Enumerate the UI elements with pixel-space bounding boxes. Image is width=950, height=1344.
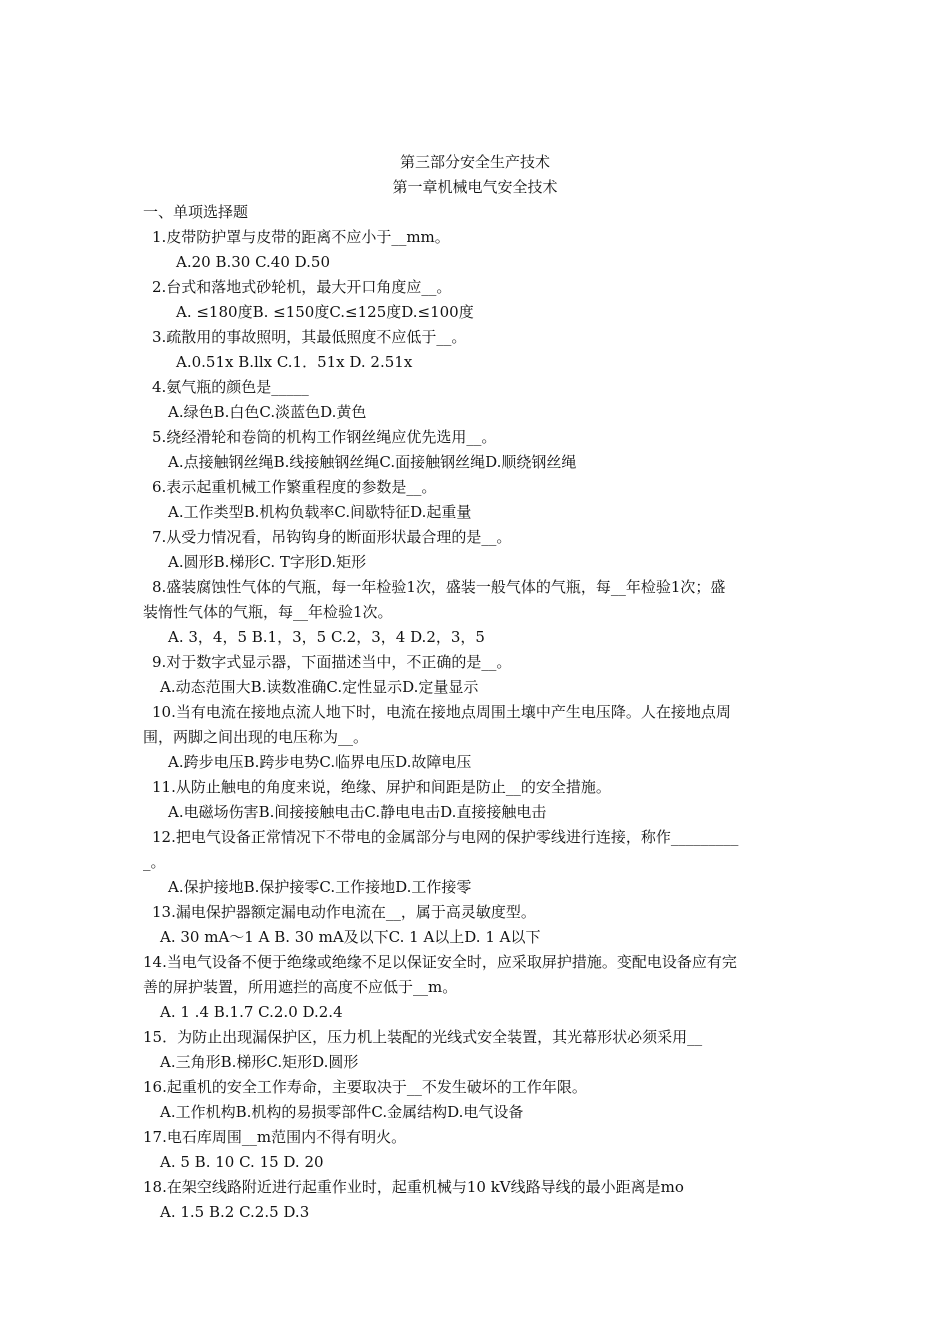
question-10-options: A.跨步电压B.跨步电势C.临界电压D.故障电压	[168, 753, 472, 771]
question-16: 16.起重机的安全工作寿命，主要取决于__不发生破坏的工作年限。	[143, 1078, 587, 1096]
question-3-options: A.0.51x B.llx C.1．51x D. 2.51x	[176, 353, 413, 371]
question-12-line-2: _。	[143, 853, 166, 871]
question-8-line-1: 8.盛装腐蚀性气体的气瓶，每一年检验1次，盛装一般气体的气瓶，每__年检验1次；盛	[152, 578, 726, 596]
question-4: 4.氨气瓶的颜色是_____	[152, 378, 309, 396]
question-18: 18.在架空线路附近进行起重作业时，起重机械与10 kV线路导线的最小距离是mo	[143, 1178, 684, 1196]
question-14-line-2: 善的屏护装置，所用遮拦的高度不应低于__m。	[143, 978, 458, 996]
question-1: 1.皮带防护罩与皮带的距离不应小于__mm。	[152, 228, 450, 246]
question-15: 15．为防止出现漏保护区，压力机上装配的光线式安全装置，其光幕形状必须采用__	[143, 1028, 703, 1046]
document-title: 第三部分安全生产技术	[399, 153, 550, 171]
question-2: 2.台式和落地式砂轮机，最大开口角度应__。	[152, 278, 452, 296]
question-14-options: A. 1 .4 B.1.7 C.2.0 D.2.4	[160, 1003, 343, 1021]
question-3: 3.疏散用的事故照明，其最低照度不应低于__。	[152, 328, 467, 346]
question-5: 5.绕经滑轮和卷筒的机构工作钢丝绳应优先选用__。	[152, 428, 497, 446]
question-9: 9.对于数字式显示器，下面描述当中，不正确的是__。	[152, 653, 512, 671]
question-9-options: A.动态范围大B.读数准确C.定性显示D.定量显示	[160, 678, 479, 696]
chapter-title: 第一章机械电气安全技术	[392, 178, 558, 196]
question-5-options: A.点接触钢丝绳B.线接触钢丝绳C.面接触钢丝绳D.顺绕钢丝绳	[168, 453, 577, 471]
question-16-options: A.工作机构B.机构的易损零部件C.金属结构D.电气设备	[160, 1103, 524, 1121]
question-4-options: A.绿色B.白色C.淡蓝色D.黄色	[168, 403, 367, 421]
question-11-options: A.电磁场伤害B.间接接触电击C.静电电击D.直接接触电击	[168, 803, 547, 821]
question-2-options: A. ≤180度B. ≤150度C.≤125度D.≤100度	[176, 303, 474, 321]
question-18-options: A. 1.5 B.2 C.2.5 D.3	[160, 1203, 310, 1221]
question-8-line-2: 装惰性气体的气瓶，每__年检验1次。	[143, 603, 393, 621]
section-heading: 一、单项选择题	[143, 203, 249, 221]
question-14-line-1: 14.当电气设备不便于绝缘或绝缘不足以保证安全时，应采取屏护措施。变配电设备应有完	[143, 953, 737, 971]
question-12-line-1: 12.把电气设备正常情况下不带电的金属部分与电网的保护零线进行连接，称作_________	[152, 828, 739, 846]
question-6: 6.表示起重机械工作繁重程度的参数是__。	[152, 478, 437, 496]
question-7: 7.从受力情况看，吊钩钩身的断面形状最合理的是__。	[152, 528, 512, 546]
question-13: 13.漏电保护器额定漏电动作电流在__，属于高灵敏度型。	[152, 903, 536, 921]
question-8-options: A. 3，4，5 B.1，3，5 C.2，3，4 D.2，3，5	[168, 628, 485, 646]
question-1-options: A.20 B.30 C.40 D.50	[176, 253, 331, 271]
question-13-options: A. 30 mA～1 A B. 30 mA及以下C. 1 A以上D. 1 A以下	[160, 928, 541, 946]
question-11: 11.从防止触电的角度来说，绝缘、屏护和间距是防止__的安全措施。	[152, 778, 611, 796]
question-10-line-2: 围，两脚之间出现的电压称为__。	[143, 728, 369, 746]
question-6-options: A.工作类型B.机构负载率C.间歇特征D.起重量	[168, 503, 472, 521]
question-17-options: A. 5 B. 10 C. 15 D. 20	[160, 1153, 324, 1171]
question-15-options: A.三角形B.梯形C.矩形D.圆形	[160, 1053, 359, 1071]
question-12-options: A.保护接地B.保护接零C.工作接地D.工作接零	[168, 878, 472, 896]
question-10-line-1: 10.当有电流在接地点流人地下时，电流在接地点周围土壤中产生电压降。人在接地点周	[152, 703, 731, 721]
question-17: 17.电石库周围__m范围内不得有明火。	[143, 1128, 407, 1146]
question-7-options: A.圆形B.梯形C. T字形D.矩形	[168, 553, 367, 571]
